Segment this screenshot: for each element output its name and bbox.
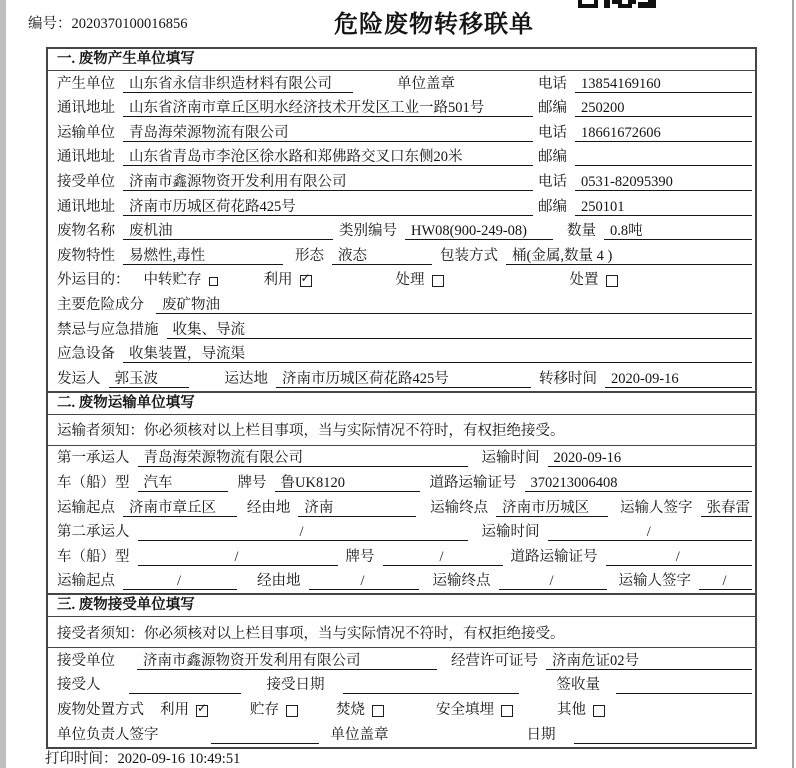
disposal-storage-label: 贮存 — [250, 702, 279, 719]
hazard-component-label: 主要危险成分 — [57, 296, 144, 313]
destination-value: 济南市历城区荷花路425号 — [276, 370, 531, 388]
waste-name-label: 废物名称 — [57, 223, 115, 240]
transporter-label: 运输单位 — [57, 124, 115, 141]
waste-category-value: HW08(900-249-08) — [405, 222, 553, 240]
transporter-row — [48, 120, 755, 145]
accept-unit-label: 接受单位 — [57, 652, 115, 669]
receiver-label: 接受单位 — [57, 173, 115, 190]
sign-date-label: 日期 — [526, 726, 556, 743]
waste-traits-value: 易燃性,毒性 — [123, 247, 283, 265]
section2-title: 二. 废物运输单位填写 — [48, 393, 755, 415]
window-right-edge — [792, 0, 794, 768]
signed-amount-label: 签收量 — [556, 677, 600, 694]
section3-title: 三. 废物接受单位填写 — [48, 595, 755, 617]
accept-date-value — [343, 676, 519, 694]
print-time-value: 2020-09-16 10:49:51 — [117, 751, 241, 767]
plate2-value: / — [383, 548, 503, 566]
checkbox-disposal-landfill — [501, 705, 513, 717]
signed-amount-value — [616, 676, 752, 694]
disposal-utilize-label: 利用 — [160, 702, 189, 719]
receiver-notice: 接受者须知：你必须核对以上栏目事项，当与实际情况不符时，有权拒绝接受。 — [48, 617, 755, 648]
vehicle2-type-value: / — [138, 548, 338, 566]
route2-sign-label: 运输人签字 — [618, 573, 691, 590]
route1-end-label: 运输终点 — [430, 499, 489, 516]
road-license1-label: 道路运输证号 — [429, 474, 517, 491]
transporter-postal-value — [575, 148, 752, 166]
option-treat-label: 处理 — [395, 272, 425, 289]
waste-traits-row — [48, 243, 755, 268]
signature-row — [48, 722, 755, 747]
vehicle1-row — [48, 470, 755, 495]
transfer-purpose-row — [48, 268, 755, 293]
doc-number-value: 2020370100016856 — [71, 16, 188, 32]
receiver-address-value: 济南市历城区荷花路425号 — [123, 198, 533, 216]
receiver-address-label: 通讯地址 — [57, 198, 115, 215]
hazard-component-value: 废矿物油 — [156, 296, 752, 314]
route1-row — [48, 495, 755, 520]
print-time-label: 打印时间： — [45, 751, 118, 767]
vehicle2-row — [48, 544, 755, 569]
section-receiver — [48, 593, 755, 746]
taboo-measures-row — [48, 317, 755, 342]
route1-origin-label: 运输起点 — [57, 499, 115, 516]
checkbox-transit-storage — [209, 277, 218, 286]
producer-value: 山东省永信非织造材料有限公司 — [123, 75, 353, 93]
first-carrier-value: 青岛海荣源物流有限公司 — [138, 449, 468, 467]
waste-name-row — [48, 219, 755, 244]
receiver-value: 济南市鑫源物资开发利用有限公司 — [123, 173, 533, 191]
acceptor-label: 接受人 — [57, 677, 101, 694]
transport-time1-value: 2020-09-16 — [548, 449, 753, 467]
taboo-measures-value: 收集、导流 — [167, 321, 753, 339]
producer-address-row — [48, 96, 755, 121]
producer-postal-value: 250200 — [575, 99, 752, 117]
permit-label: 经营许可证号 — [451, 652, 538, 669]
qr-code-fragment — [578, 0, 656, 9]
producer-seal-label: 单位盖章 — [397, 75, 455, 92]
transporter-phone-label: 电话 — [538, 124, 567, 141]
producer-row — [48, 71, 755, 96]
transport-time1-label: 运输时间 — [481, 450, 540, 467]
transporter-value: 青岛海荣源物流有限公司 — [123, 124, 533, 142]
emergency-equipment-value: 收集装置，导流渠 — [123, 345, 752, 363]
route1-via-value: 济南 — [298, 499, 416, 517]
unit-seal-label: 单位盖章 — [330, 726, 389, 743]
route1-sign-label: 运输人签字 — [620, 499, 693, 516]
option-transit-storage-label: 中转贮存 — [143, 272, 202, 289]
transfer-purpose-label: 外运目的： — [57, 272, 130, 289]
plate1-value: 鲁UK8120 — [275, 474, 420, 492]
packing-label: 包装方式 — [440, 247, 498, 264]
road-license2-label: 道路运输证号 — [510, 548, 598, 565]
disposal-incinerate-label: 焚烧 — [336, 702, 365, 719]
accept-date-label: 接受日期 — [266, 677, 325, 694]
shipper-value: 郭玉波 — [109, 370, 189, 388]
disposal-method-row — [48, 697, 755, 722]
receiver-phone-value: 0531-82095390 — [575, 173, 752, 191]
route1-via-label: 经由地 — [246, 499, 291, 516]
emergency-equipment-row — [48, 342, 755, 367]
vehicle1-type-value: 汽车 — [138, 474, 228, 492]
route1-origin-value: 济南市章丘区 — [123, 499, 237, 517]
disposal-other-label: 其他 — [557, 702, 586, 719]
option-utilize-label: 利用 — [263, 272, 293, 289]
accept-unit-row — [48, 648, 755, 673]
route2-origin-label: 运输起点 — [57, 573, 115, 590]
transporter-address-value: 山东省青岛市李沧区徐水路和郑佛路交叉口东侧20米 — [123, 148, 533, 166]
route2-end-label: 运输终点 — [432, 573, 491, 590]
transport-time2-label: 运输时间 — [481, 524, 540, 541]
route1-sign-value: 张春雷 — [701, 499, 753, 517]
transport-time2-value: / — [548, 523, 753, 541]
producer-label: 产生单位 — [57, 75, 115, 92]
plate1-label: 牌号 — [237, 474, 267, 491]
permit-value: 济南危证02号 — [546, 652, 752, 670]
receiver-phone-label: 电话 — [538, 173, 567, 190]
second-carrier-label: 第二承运人 — [57, 524, 130, 541]
first-carrier-label: 第一承运人 — [57, 450, 130, 467]
waste-quantity-value: 0.8吨 — [604, 222, 752, 240]
manifest-form — [46, 47, 757, 749]
checkbox-disposal-incinerate — [372, 705, 384, 717]
shipper-label: 发运人 — [57, 370, 101, 387]
section-producer — [48, 49, 755, 391]
receiver-postal-label: 邮编 — [538, 198, 567, 215]
producer-address-label: 通讯地址 — [57, 100, 115, 117]
disposal-method-label: 废物处置方式 — [57, 702, 144, 719]
transporter-notice: 运输者须知：你必须核对以上栏目事项，当与实际情况不符时，有权拒绝接受。 — [48, 415, 755, 446]
responsible-sign-value — [211, 726, 319, 744]
vehicle1-type-label: 车（船）型 — [57, 474, 130, 491]
route2-origin-value: / — [123, 572, 237, 590]
producer-address-value: 山东省济南市章丘区明水经济技术开发区工业一路501号 — [123, 99, 533, 117]
transporter-address-row — [48, 145, 755, 170]
vehicle2-type-label: 车（船）型 — [57, 548, 130, 565]
checkbox-disposal-utilize — [196, 705, 208, 717]
sign-date-value — [574, 726, 753, 744]
shipper-row — [48, 366, 755, 391]
emergency-equipment-label: 应急设备 — [57, 346, 115, 363]
road-license1-value: 370213006408 — [525, 474, 753, 492]
hazard-component-row — [48, 292, 755, 317]
producer-postal-label: 邮编 — [538, 100, 567, 117]
waste-traits-label: 废物特性 — [57, 247, 115, 264]
checkbox-disposal-storage — [286, 705, 298, 717]
taboo-measures-label: 禁忌与应急措施 — [57, 321, 159, 338]
section-transporter — [48, 391, 755, 594]
receiver-row — [48, 169, 755, 194]
transporter-postal-label: 邮编 — [538, 149, 567, 166]
waste-name-value: 废机油 — [123, 222, 333, 240]
waste-form-label: 形态 — [295, 247, 324, 264]
option-dispose-label: 处置 — [569, 272, 599, 289]
producer-phone-label: 电话 — [538, 75, 567, 92]
transporter-address-label: 通讯地址 — [57, 149, 115, 166]
accept-unit-value: 济南市鑫源物资开发利用有限公司 — [137, 652, 437, 670]
packing-value: 桶(金属,数量 4 ) — [506, 247, 752, 265]
receiver-postal-value: 250101 — [575, 198, 752, 216]
responsible-sign-label: 单位负责人签字 — [57, 726, 159, 743]
checkbox-treat — [432, 275, 444, 287]
destination-label: 运达地 — [224, 370, 268, 387]
acceptance-row — [48, 673, 755, 698]
plate2-label: 牌号 — [345, 548, 375, 565]
checkbox-dispose — [606, 275, 618, 287]
checkbox-utilize — [300, 275, 312, 287]
page-title: 危险废物转移联单 — [334, 12, 534, 38]
road-license2-value: / — [606, 548, 753, 566]
doc-number-label: 编号： — [28, 16, 72, 32]
route1-end-value: 济南市历城区 — [496, 499, 608, 517]
route2-via-value: / — [309, 572, 419, 590]
second-carrier-row — [48, 520, 755, 545]
transfer-time-label: 转移时间 — [539, 370, 597, 387]
acceptor-value — [129, 676, 241, 694]
section1-title: 一. 废物产生单位填写 — [48, 49, 755, 71]
waste-quantity-label: 数量 — [567, 223, 596, 240]
receiver-address-row — [48, 194, 755, 219]
first-carrier-row — [48, 446, 755, 471]
transfer-time-value: 2020-09-16 — [605, 370, 752, 388]
checkbox-disposal-other — [593, 705, 605, 717]
waste-category-label: 类别编号 — [339, 223, 397, 240]
print-time — [45, 747, 240, 768]
producer-phone-value: 13854169160 — [575, 75, 752, 93]
route2-row — [48, 569, 755, 594]
transporter-phone-value: 18661672606 — [575, 124, 752, 142]
route2-end-value: / — [499, 572, 607, 590]
route2-via-label: 经由地 — [257, 573, 301, 590]
window-left-edge — [0, 0, 6, 768]
waste-form-value: 液态 — [332, 247, 432, 265]
second-carrier-value: / — [138, 523, 468, 541]
route2-sign-value: / — [699, 572, 752, 590]
disposal-landfill-label: 安全填埋 — [436, 702, 494, 719]
